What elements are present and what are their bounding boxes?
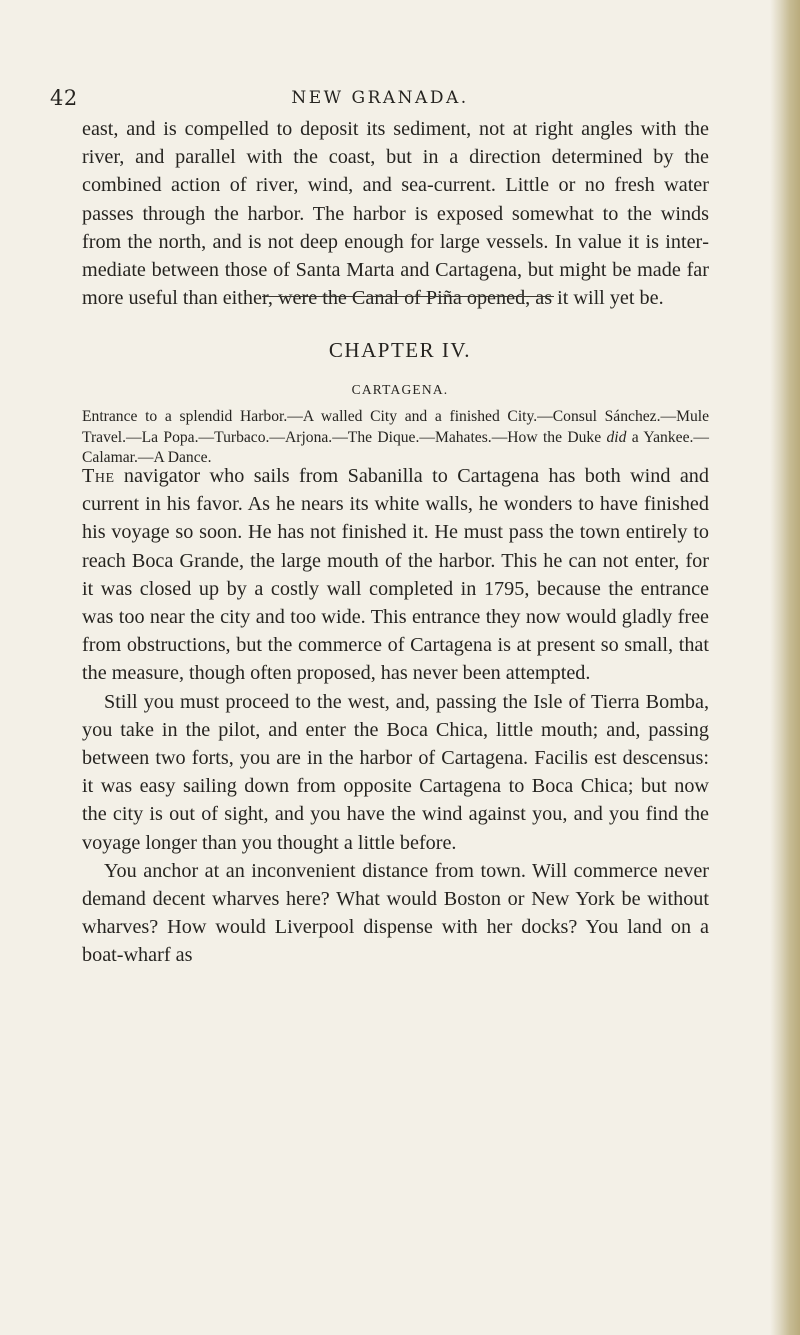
summary-italic-word: did	[606, 428, 627, 446]
paragraph-3: You anchor at an inconvenient distance from town. Will commerce never demand decent wharves here? What would Boston or New York be without wharves? How would Liverpool dispense with her docks? You land on a boat-wharf as	[82, 859, 709, 967]
summary-part-2: a Yankee.—Calamar.—A Dance.	[82, 428, 709, 466]
chapter-title: CHAPTER IV.	[328, 338, 472, 362]
summary-text	[82, 407, 709, 469]
summary-part-1: Entrance to a splendid Harbor.—A walled City and a finished City.—Consul Sánchez.—Mule Travel.—La Popa.—Turbaco.—Arjona.—The Dique.—Mahates.—How the Duke	[82, 408, 709, 446]
paragraph-1-text: navigator who sails from Sabanilla to Cartagena has both wind and current in his favor. As he nears its white walls, he wonders to have finished his voyage so soon. He has not finished it. He must pass the town entirely to reach Boca Grande, the large mouth of the harbor. This he can not enter, for it was closed up by a costly wall completed in 1795, because the entrance was too near the city and too wide. This entrance they now would gladly free from obstructions, but the commerce of Cartagena is at present so small, that the measure, though often proposed, has never been attempted.	[82, 465, 709, 685]
continued-paragraph	[82, 115, 709, 312]
paragraph-lead-word: The	[82, 465, 115, 487]
paragraph-2: Still you must proceed to the west, and, passing the Isle of Tierra Bomba, you take in the pilot, and enter the Boca Chica, little mouth; and, passing between two forts, you are in the harbor of Cartagena. Facilis est descensus: it was easy sailing down from opposite Cartagena to Boca Chica; but now the city is out of sight, and you have the wind against you, and you find the voyage longer than you thought a little before.	[82, 690, 709, 854]
page-edge-shadow	[770, 0, 800, 1335]
section-divider	[262, 296, 554, 297]
page-number: 42	[50, 86, 78, 110]
chapter-summary	[82, 407, 709, 469]
running-head: NEW GRANADA.	[291, 88, 469, 108]
paragraph-1	[82, 462, 709, 688]
page-header	[50, 86, 710, 116]
chapter-body	[82, 462, 709, 970]
paragraph-text: east, and is compelled to deposit its sediment, not at right angles with the river, and parallel with the coast, but in a direction determined by the combined action of river, wind, and sea-current. Little or no fresh water passes through the harbor. The harbor is exposed somewhat to the winds from the north, and is not deep enough for large vessels. In value it is intermediate between those of Santa Marta and Cartagena, but might be made far more useful than either, were the Canal of Piña opened, as it will yet be.	[82, 118, 709, 310]
chapter-subtitle: CARTAGENA.	[351, 382, 449, 397]
